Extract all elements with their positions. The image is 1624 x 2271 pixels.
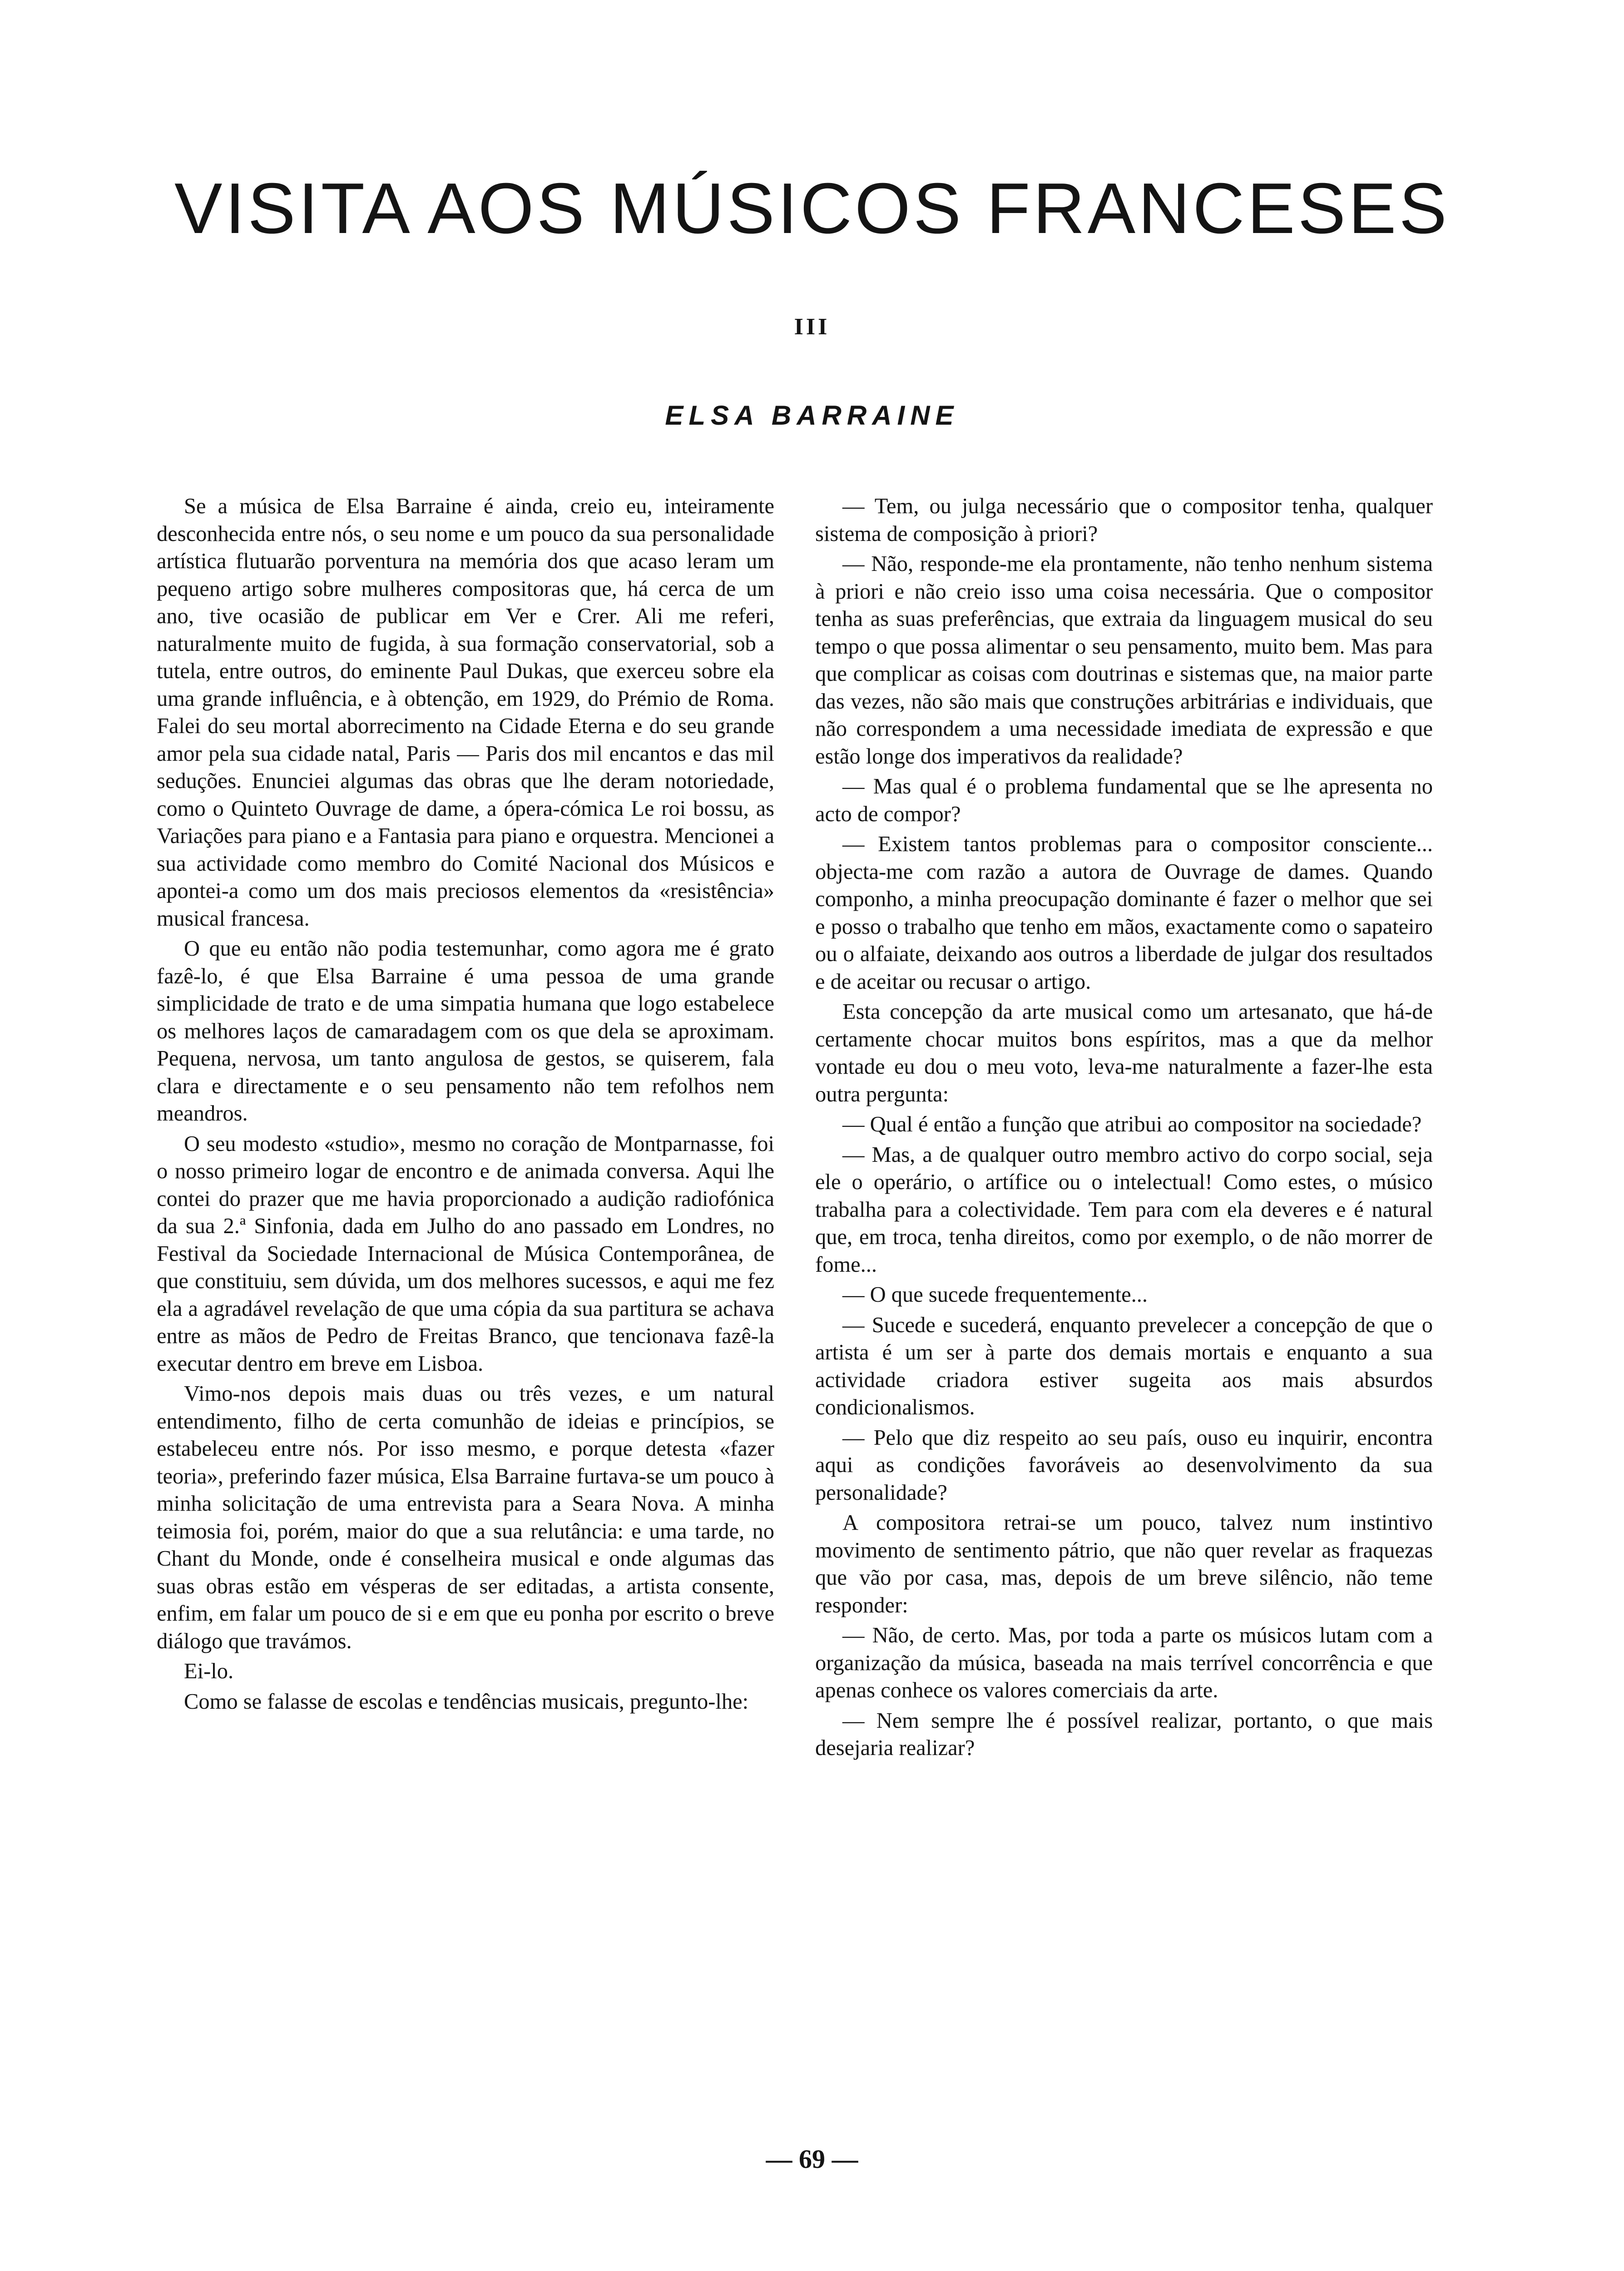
article-title: VISITA AOS MÚSICOS FRANCESES [174, 169, 1450, 248]
paragraph: Esta concepção da arte musical como um artesanato, que há-de certamente chocar muitos bons espíritos, mas a que da melhor vontade eu dou o meu voto, leva-me naturalmente a fazer-lhe esta outra pergunta: [815, 1000, 1433, 1106]
paragraph: Vimo-nos depois mais duas ou três vezes, e um natural entendimento, filho de certa comunhão de ideias e princípios, se estabeleceu entre nós. Por isso mesmo, e porque detesta «fazer teoria», preferindo fazer música, Elsa Barraine furtava-se um pouco à minha solicitação de uma entrevista para a Seara Nova. A minha teimosia foi, porém, maior do que a sua relutância: e uma tarde, no Chant du Monde, onde é conselheira musical e onde algumas das suas obras estão em vésperas de ser editadas, a artista consente, enfim, em falar um pouco de si e em que eu ponha por escrito o breve diálogo que travámos. [157, 1382, 774, 1653]
paragraph: O que eu então não podia testemunhar, como agora me é grato fazê-lo, é que Elsa Barraine é uma pessoa de uma grande simplicidade de trato e de uma simpatia humana que logo estabelece os melhores laços de camaradagem com os que dela se aproximam. Pequena, nervosa, um tanto angulosa de gestos, se quiserem, fala clara e directamente e o seu pensamento não tem refolhos nem meandros. [157, 937, 774, 1126]
paragraph: Como se falasse de escolas e tendências musicais, pregunto-lhe: [184, 1689, 749, 1714]
paragraph: Ei-lo. [184, 1659, 234, 1683]
paragraph: Se a música de Elsa Barraine é ainda, creio eu, inteiramente desconhecida entre nós, o seu nome e um pouco da sua personalidade artística flutuarão porventura na memória dos que acaso leram um pequeno artigo sobre mulheres compositoras que, há cerca de um ano, tive ocasião de publicar em Ver e Crer. Ali me referi, naturalmente muito de fugida, à sua formação conservatorial, sob a tutela, entre outros, do eminente Paul Dukas, que exerceu sobre ela uma grande influência, e à obtenção, em 1929, do Prémio de Roma. Falei do seu mortal aborrecimento na Cidade Eterna e do seu grande amor pela sua cidade natal, Paris — Paris dos mil encantos e das mil seduções. Enunciei algumas das obras que lhe deram notoriedade, como o Quinteto Ouvrage de dame, a ópera-cómica Le roi bossu, as Variações para piano e a Fantasia para piano e orquestra. Mencionei a sua actividade como membro do Comité Nacional dos Músicos e apontei-a como um dos mais preciosos elementos da «resistência» musical francesa. [157, 494, 774, 931]
paragraph: O seu modesto «studio», mesmo no coração de Montparnasse, foi o nosso primeiro logar de encontro e de animada conversa. Aqui lhe contei do prazer que me havia proporcionado a audição radiofónica da sua 2.ª Sinfonia, dada em Julho do ano passado em Londres, no Festival da Sociedade Internacional de Música Contemporânea, de que constituiu, sem dúvida, um dos melhores sucessos, e aqui me fez ela a agradável revelação de que uma cópia da sua partitura se achava entre as mãos de Pedro de Freitas Branco, que tencionava fazê-la executar dentro em breve em Lisboa. [157, 1131, 774, 1376]
paragraph: — Mas qual é o problema fundamental que se lhe apresenta no acto de compor? [815, 774, 1433, 826]
paragraph: A compositora retrai-se um pouco, talvez num instintivo movimento de sentimento pátrio, que não quer revelar as fraquezas que vão por casa, mas, depois de um breve silêncio, não teme responder: [815, 1511, 1433, 1617]
paragraph: — Tem, ou julga necessário que o compositor tenha, qualquer sistema de composição à priori? [815, 494, 1433, 546]
paragraph: — Existem tantos problemas para o compositor consciente... objecta-me com razão a autora de Ouvrage de dames. Quando componho, a minha preocupação dominante é fazer o melhor que sei e posso o trabalho que tenho em mãos, exactamente como o sapateiro ou o alfaiate, deixando aos outros a liberdade de julgar dos resultados e de aceitar ou recusar o artigo. [815, 832, 1433, 994]
author-name: ELSA BARRAINE [665, 400, 959, 431]
right-column [815, 493, 1433, 1765]
paragraph: — Nem sempre lhe é possível realizar, portanto, o que mais desejaria realizar? [815, 1708, 1433, 1760]
paragraph: — O que sucede frequentemente... [842, 1283, 1148, 1307]
page-number: — 69 — [766, 2144, 858, 2174]
left-column [157, 493, 774, 1718]
part-number: III [794, 314, 830, 340]
paragraph: — Não, responde-me ela prontamente, não tenho nenhum sistema à priori e não creio isso uma coisa necessária. Que o compositor tenha as suas preferências, que extraia da linguagem musical do seu tempo o que possa alimentar o seu pensamento, muito bem. Mas para que complicar as coisas com doutrinas e sistemas que, na maior parte das vezes, não são mais que construções arbitrárias e individuais, que não correspondem a uma necessidade imediata de expressão e que estão longe dos imperativos da realidade? [815, 552, 1433, 769]
paragraph: — Mas, a de qualquer outro membro activo do corpo social, seja ele o operário, o artífice ou o intelectual! Como estes, o músico trabalha para a colectividade. Tem para com ela deveres e é natural que, em troca, tenha direitos, como por exemplo, o de não morrer de fome... [815, 1142, 1433, 1277]
paragraph: — Não, de certo. Mas, por toda a parte os músicos lutam com a organização da música, baseada na mais terrível concorrência e que apenas conhece os valores comerciais da arte. [815, 1623, 1433, 1702]
paragraph: — Qual é então a função que atribui ao compositor na sociedade? [842, 1112, 1422, 1136]
paragraph: — Sucede e sucederá, enquanto prevelecer a concepção de que o artista é um ser à parte dos demais mortais e enquanto a sua actividade criadora estiver sugeita aos mais absurdos condicionalismos. [815, 1313, 1433, 1419]
paragraph: — Pelo que diz respeito ao seu país, ouso eu inquirir, encontra aqui as condições favoráveis ao desenvolvimento da sua personalidade? [815, 1425, 1433, 1505]
